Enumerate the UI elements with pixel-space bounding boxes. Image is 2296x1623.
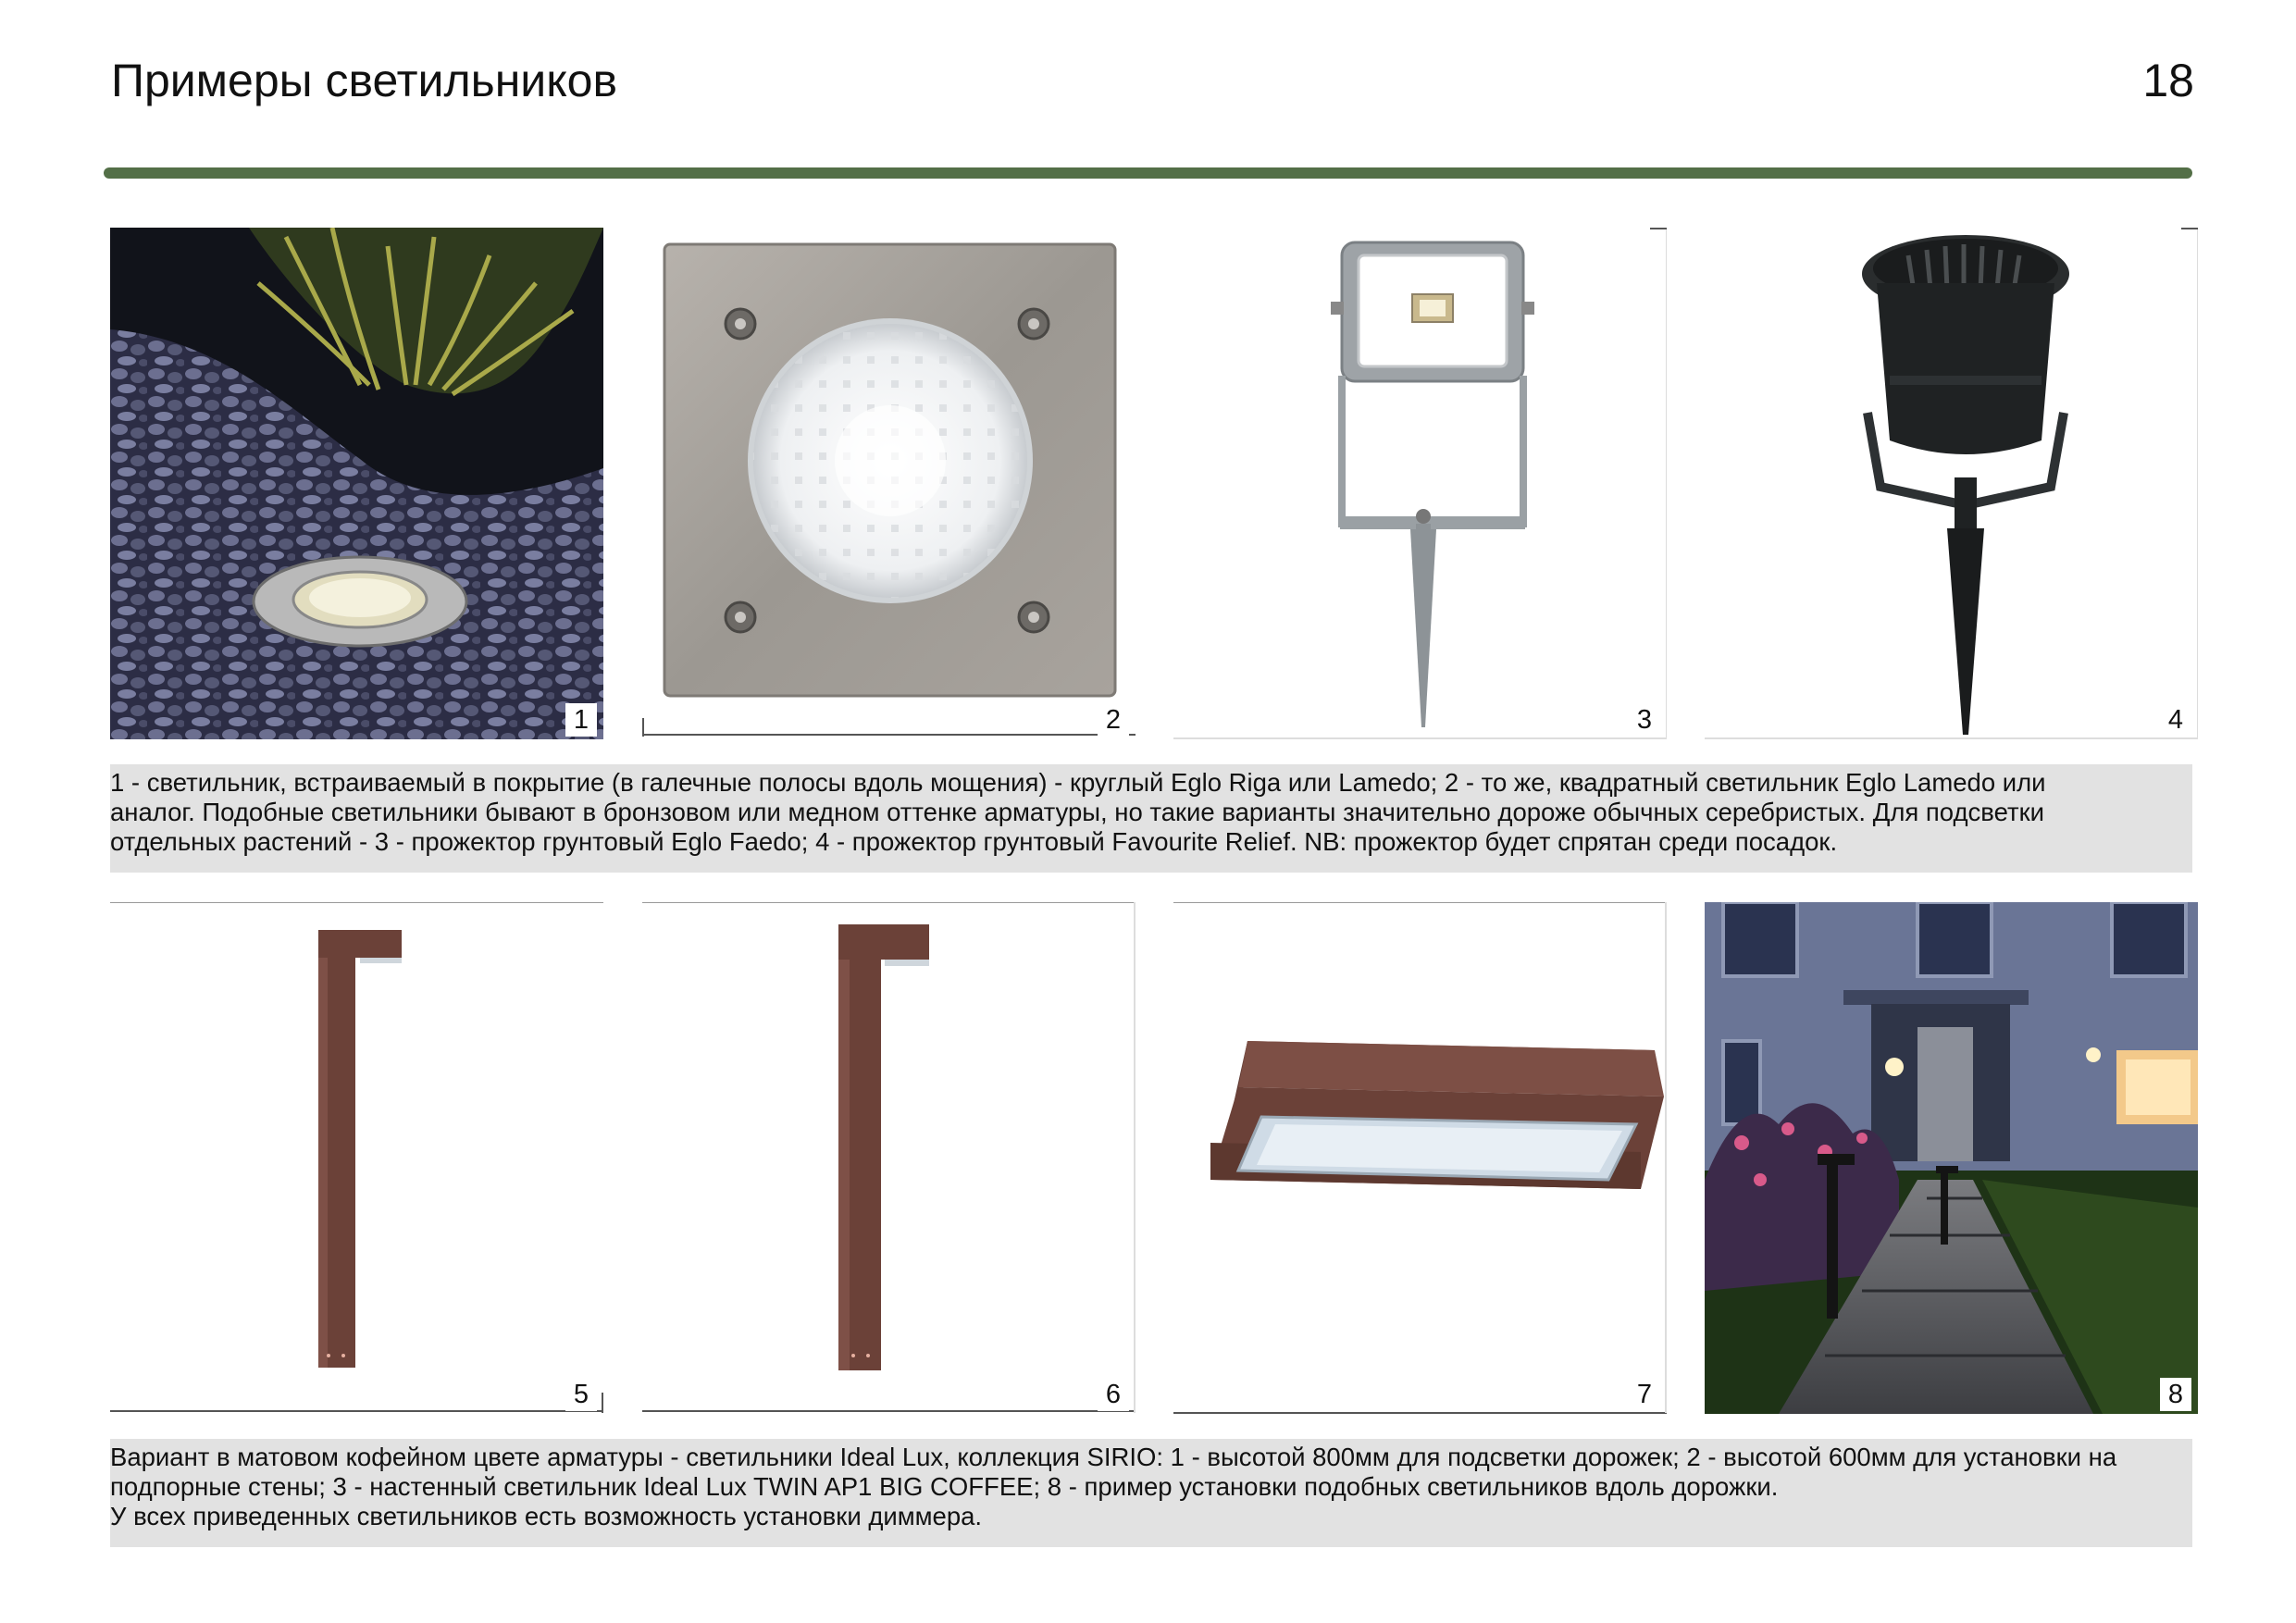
photo-bollard-600mm (642, 902, 1136, 1414)
image-number-label: 6 (1098, 1378, 1129, 1411)
photo-round-inground-light (110, 228, 603, 739)
image-number-label: 5 (565, 1378, 597, 1411)
image-number-label: 3 (1629, 703, 1660, 737)
caption-line: У всех приведенных светильников есть возможность установки диммера. (110, 1502, 983, 1530)
caption-line: 1 - светильник, встраиваемый в покрытие (в галечные полосы вдоль мощения) - круглый Eglo Riga или Lamedo; 2 - то же, квадратный светильник Eglo Lamedo или (110, 768, 2046, 797)
caption-line: отдельных растений - 3 - прожектор грунтовый Eglo Faedo; 4 - прожектор грунтовый Favourite Relief. NB: прожектор будет спрятан среди посадок. (110, 827, 1838, 856)
image-number-label: 1 (565, 703, 597, 737)
photo-ground-spotlight-on-spike (1705, 228, 2198, 739)
image-number-label: 2 (1098, 703, 1129, 737)
photo-floodlight-on-spike (1173, 228, 1667, 739)
image-number-label: 7 (1629, 1378, 1660, 1411)
page-title: Примеры светильников (111, 55, 618, 106)
photo-bollard-800mm (110, 902, 603, 1414)
title-divider (104, 167, 2192, 179)
caption-row-2 (110, 1439, 2192, 1547)
image-number-label: 4 (2160, 703, 2191, 737)
page-number: 18 (2142, 55, 2194, 106)
photo-path-lighting-example (1705, 902, 2198, 1414)
caption-line: аналог. Подобные светильники бывают в бронзовом или медном оттенке арматуры, но такие варианты значительно дороже обычных серебристых. Для подсветки (110, 798, 2044, 826)
caption-line: Вариант в матовом кофейном цвете арматуры - светильники Ideal Lux, коллекция SIRIO: 1 - высотой 800мм для подсветки дорожек; 2 - высотой 600мм для установки на (110, 1443, 2117, 1471)
caption-row-1 (110, 764, 2192, 873)
caption-line: подпорные стены; 3 - настенный светильник Ideal Lux TWIN AP1 BIG COFFEE; 8 - пример установки подобных светильников вдоль дорожки. (110, 1472, 1779, 1501)
photo-square-inground-light (642, 228, 1136, 739)
photo-wall-light-twin (1173, 902, 1667, 1414)
image-number-label: 8 (2160, 1378, 2191, 1411)
